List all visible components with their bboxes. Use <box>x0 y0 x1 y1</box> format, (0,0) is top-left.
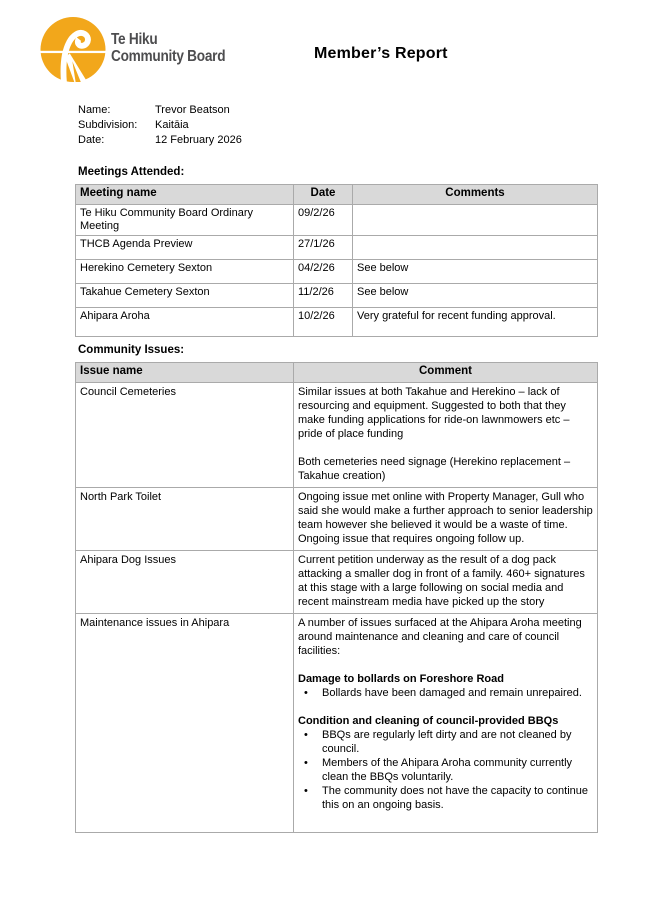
logo-line1: Te Hiku <box>111 31 158 48</box>
meeting-comments: See below <box>353 260 598 284</box>
meetings-table-body <box>76 205 598 337</box>
logo-wordmark <box>111 17 225 82</box>
meeting-comments <box>353 236 598 260</box>
subdivision-label: Subdivision: <box>78 119 138 131</box>
issue-comment <box>294 488 598 551</box>
meetings-col-comments: Comments <box>353 185 598 205</box>
meeting-name: Te Hiku Community Board Ordinary Meeting <box>76 205 294 236</box>
bullet-item: • The community does not have the capacity to continue this on an ongoing basis. <box>298 784 593 812</box>
meeting-row <box>76 284 598 308</box>
meeting-date: 10/2/26 <box>294 308 353 337</box>
comment-subheading: Damage to bollards on Foreshore Road <box>298 673 504 685</box>
issues-col-comment: Comment <box>294 363 598 383</box>
issues-table <box>75 362 598 833</box>
comment-paragraph: A number of issues surfaced at the Ahipara Aroha meeting around maintenance and cleaning and care of council facilities: <box>298 617 582 657</box>
issue-row <box>76 614 598 833</box>
issues-col-name: Issue name <box>76 363 294 383</box>
date-value: 12 February 2026 <box>155 134 242 146</box>
date-label: Date: <box>78 134 105 146</box>
meeting-row <box>76 205 598 236</box>
meeting-date: 27/1/26 <box>294 236 353 260</box>
meetings-col-date: Date <box>294 185 353 205</box>
comment-paragraph: Similar issues at both Takahue and Herekino – lack of resourcing and equipment. Suggested to both that they make funding applications for ride-on lawnmowers etc – pride of place funding <box>298 386 570 440</box>
report-meta <box>78 103 242 148</box>
issue-comment <box>294 614 598 833</box>
blank-line <box>298 658 593 672</box>
community-issues-heading: Community Issues: <box>78 344 185 356</box>
meeting-row <box>76 236 598 260</box>
meta-row-subdivision <box>78 118 242 133</box>
subdivision-value: Kaitāia <box>155 119 189 131</box>
meeting-name: Ahipara Aroha <box>76 308 294 337</box>
meeting-row <box>76 308 598 337</box>
issue-comment <box>294 383 598 488</box>
meeting-name: Herekino Cemetery Sexton <box>76 260 294 284</box>
meetings-table-header <box>76 185 598 205</box>
issues-table-header <box>76 363 598 383</box>
issue-name: Ahipara Dog Issues <box>76 551 294 614</box>
meeting-comments <box>353 205 598 236</box>
issues-table-body <box>76 383 598 833</box>
issue-row <box>76 383 598 488</box>
comment-paragraph: Ongoing issue met online with Property Manager, Gull who said she would make a further approach to senior leadership team however she believed it would be a waste of time. Ongoing issue that requires ongoing follow up. <box>298 491 593 545</box>
comment-subheading: Condition and cleaning of council-provided BBQs <box>298 715 559 727</box>
blank-line <box>298 700 593 714</box>
issue-row <box>76 551 598 614</box>
issue-comment <box>294 551 598 614</box>
meetings-table <box>75 184 598 337</box>
bullet-item: • Bollards have been damaged and remain unrepaired. <box>298 686 593 700</box>
issue-name: Council Cemeteries <box>76 383 294 488</box>
name-label: Name: <box>78 104 111 116</box>
issue-name: Maintenance issues in Ahipara <box>76 614 294 833</box>
meeting-name: Takahue Cemetery Sexton <box>76 284 294 308</box>
meeting-name: THCB Agenda Preview <box>76 236 294 260</box>
page-title: Member’s Report <box>314 45 448 62</box>
meeting-date: 11/2/26 <box>294 284 353 308</box>
meeting-row <box>76 260 598 284</box>
bullet-item: • BBQs are regularly left dirty and are not cleaned by council. <box>298 728 593 756</box>
issue-row <box>76 488 598 551</box>
comment-paragraph: Current petition underway as the result of a dog pack attacking a smaller dog in front of a family. 460+ signatures at this stage with a large following on social media and recent mainstream media have picked up the story <box>298 554 585 608</box>
comment-paragraph: Both cemeteries need signage (Herekino replacement – Takahue creation) <box>298 456 571 482</box>
logo-line2: Community Board <box>111 48 226 65</box>
issue-name: North Park Toilet <box>76 488 294 551</box>
bullet-item: • Members of the Ahipara Aroha community currently clean the BBQs voluntarily. <box>298 756 593 784</box>
meeting-date: 04/2/26 <box>294 260 353 284</box>
blank-line <box>298 441 593 455</box>
meeting-comments: Very grateful for recent funding approval. <box>353 308 598 337</box>
meta-row-date <box>78 133 242 148</box>
name-value: Trevor Beatson <box>155 104 230 116</box>
meeting-date: 09/2/26 <box>294 205 353 236</box>
meeting-comments: See below <box>353 284 598 308</box>
meta-row-name <box>78 103 242 118</box>
meetings-col-name: Meeting name <box>76 185 294 205</box>
koru-logo-icon <box>40 17 106 82</box>
te-hiku-logo <box>40 17 241 82</box>
meetings-attended-heading: Meetings Attended: <box>78 166 185 178</box>
